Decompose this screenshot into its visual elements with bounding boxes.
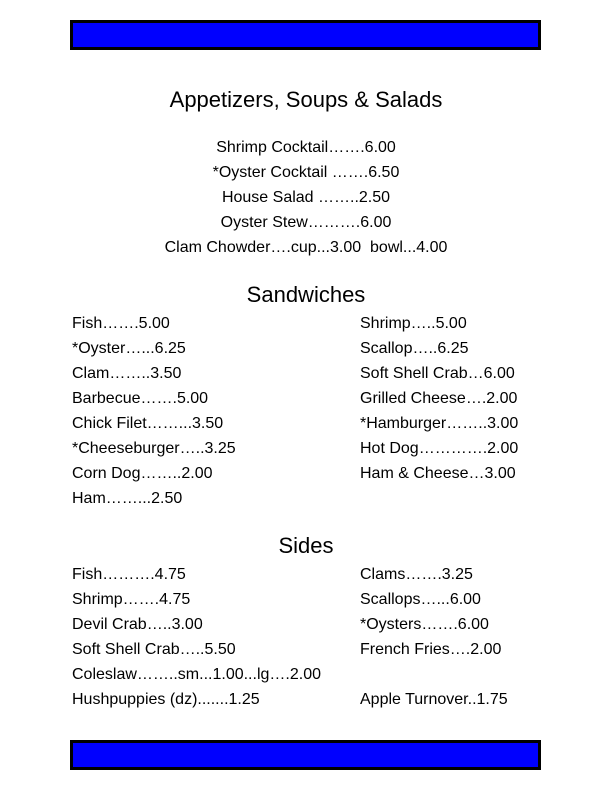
menu-item: House Salad ……..2.50 — [221, 189, 391, 206]
sandwiches-left-column — [72, 311, 236, 511]
menu-item: Devil Crab…..3.00 — [72, 616, 203, 633]
menu-item: Hushpuppies (dz).......1.25 — [72, 691, 260, 708]
menu-item: *Oyster…...6.25 — [72, 340, 186, 357]
menu-item: Shrimp…….4.75 — [72, 591, 191, 608]
menu-item: Shrimp…..5.00 — [360, 315, 467, 332]
menu-item: Soft Shell Crab…6.00 — [360, 365, 515, 382]
menu-item: Fish……….4.75 — [72, 566, 186, 583]
menu-item-empty — [360, 662, 508, 687]
menu-item: Ham & Cheese…3.00 — [360, 465, 516, 482]
menu-item: Clam Chowder….cup...3.00 bowl...4.00 — [164, 239, 448, 256]
sides-left-column — [72, 562, 321, 712]
menu-item: French Fries….2.00 — [360, 641, 502, 658]
appetizers-list — [0, 135, 612, 260]
menu-item: Scallop…..6.25 — [360, 340, 469, 357]
sandwiches-heading: Sandwiches — [246, 282, 366, 307]
menu-item: Shrimp Cocktail…….6.00 — [216, 139, 396, 156]
menu-item: *Oyster Cocktail …….6.50 — [212, 164, 400, 181]
menu-item: Fish…….5.00 — [72, 315, 170, 332]
menu-item: Grilled Cheese….2.00 — [360, 390, 518, 407]
menu-item: Barbecue…….5.00 — [72, 390, 209, 407]
menu-item: *Hamburger……..3.00 — [360, 415, 519, 432]
appetizers-heading: Appetizers, Soups & Salads — [169, 87, 443, 112]
menu-item: Ham……...2.50 — [72, 490, 183, 507]
menu-item: Corn Dog……..2.00 — [72, 465, 213, 482]
sides-heading: Sides — [278, 533, 334, 558]
menu-item: Clams…….3.25 — [360, 566, 473, 583]
menu-item: Oyster Stew……….6.00 — [220, 214, 392, 231]
menu-item: Clam……..3.50 — [72, 365, 182, 382]
menu-item: *Oysters…….6.00 — [360, 616, 489, 633]
menu-item: Coleslaw……..sm...1.00...lg….2.00 — [72, 666, 321, 683]
top-decorative-bar — [70, 20, 541, 50]
bottom-decorative-bar — [70, 740, 541, 770]
menu-item: Soft Shell Crab…..5.50 — [72, 641, 236, 658]
menu-item: Scallops…...6.00 — [360, 591, 481, 608]
menu-item: *Cheeseburger…..3.25 — [72, 440, 236, 457]
menu-item: Chick Filet……...3.50 — [72, 415, 224, 432]
menu-item: Apple Turnover..1.75 — [360, 691, 508, 708]
sides-right-column — [360, 562, 508, 712]
menu-item: Hot Dog………….2.00 — [360, 440, 519, 457]
sandwiches-right-column — [360, 311, 518, 486]
